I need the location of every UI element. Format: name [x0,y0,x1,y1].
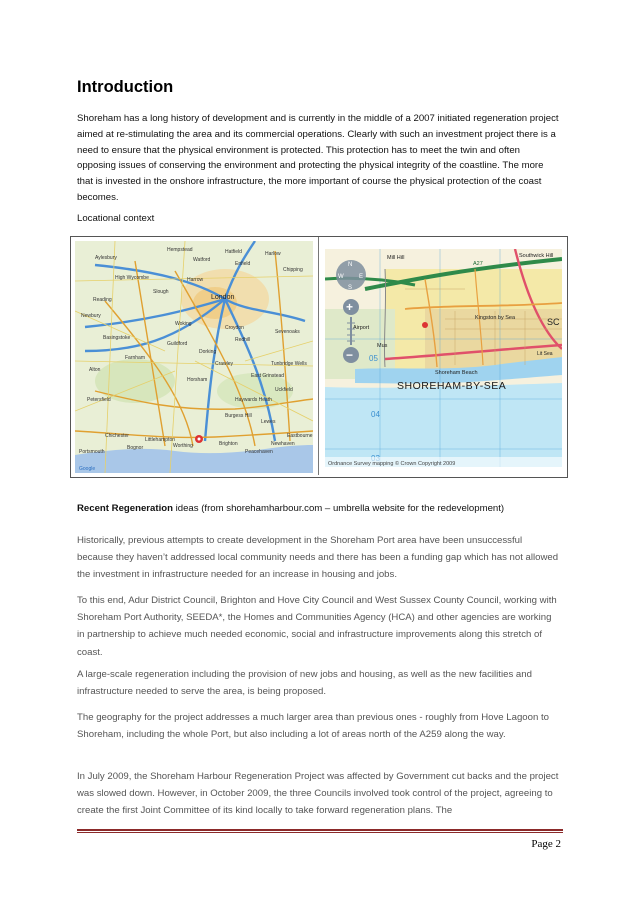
place-label: Shoreham Beach [435,370,478,376]
place-label: Aylesbury [95,255,117,261]
place-label: Worthing [173,443,193,449]
place-label: Bognor [127,445,144,451]
place-label: Farnham [125,355,146,361]
location-marker-icon [422,322,428,328]
place-label: Redhill [235,337,251,343]
place-label: Dorking [199,349,217,355]
compass-e[interactable]: E [359,274,364,280]
section-heading: Introduction [77,78,174,96]
place-label: Littlehampton [145,437,176,443]
place-label: Crawley [215,361,234,367]
zoom-in-icon: + [346,300,354,314]
footer-rule-thin [77,832,563,833]
place-label: Hatfield [225,249,242,255]
footer-rule [77,829,563,831]
place-label: Kingston by Sea [475,315,516,321]
place-label: High Wycombe [115,275,149,281]
place-label: Horsham [187,377,208,383]
place-label: Alton [89,367,101,373]
zoom-in-button[interactable] [343,299,359,315]
map-attribution: Ordnance Survey mapping © Crown Copyright 2009 [328,461,456,467]
recent-regeneration-source: ideas (from shorehamharbour.com – umbrella website for the redevelopment) [172,503,505,514]
place-label: Eastbourne [287,433,313,439]
paragraph-july-2009: In July 2009, the Shoreham Harbour Regeneration Project was affected by Government cut backs and the project was slowed down. However, in October 2009, the three Councils involved took control of the project, agreeing to create the first Joint Committee of its kind locally to take forward regeneration plans. The [77,771,559,817]
map-copyright: Google [79,466,96,472]
regional-map-graphic [75,241,313,473]
zoom-out-icon: − [346,348,354,362]
place-label: Newhaven [271,441,295,447]
paragraph-geography: The geography for the project addresses a much larger area than previous ones - roughly from Hove Lagoon to Shoreham, including the whole Port, but also including a lot of areas north of the A259 along the way. [77,712,549,741]
place-label: Reading [93,297,112,303]
place-label: London [211,294,235,301]
place-label: A27 [473,261,483,267]
paragraph-history: Historically, previous attempts to create development in the Shoreham Port area have been unsuccessful because they haven’t addressed local community needs and there has been a funding gap which has not allowed the investment in infrastructure needed for an increase in housing and jobs. [77,535,559,581]
place-label: Croydon [225,325,244,331]
grid-label: 04 [371,410,380,419]
place-label: Harrow [187,277,204,283]
place-label: Sevenoaks [275,329,300,335]
place-label: Airport [353,325,370,331]
place-label: Brighton [219,441,238,447]
locational-context-figure [70,236,568,478]
place-label: Enfield [235,261,251,267]
place-label: Peacehaven [245,449,273,455]
figure-divider [318,237,319,475]
place-label: Portsmouth [79,449,105,455]
place-label: Slough [153,289,169,295]
place-label: Watford [193,257,211,263]
place-label: Lewes [261,419,276,425]
place-label: Basingstoke [103,335,131,341]
place-label: Uckfield [275,387,293,393]
recent-regeneration-bold: Recent Regeneration [77,503,173,514]
place-label: SC [547,317,560,327]
compass-s[interactable]: S [348,285,353,291]
shoreham-map [325,249,562,467]
place-label: Mill Hill [387,255,405,261]
grid-label: 05 [369,354,378,363]
place-label: East Grinstead [251,373,285,379]
place-label: Lit Sea [537,351,553,357]
place-label: Petersfield [87,397,111,403]
place-label: Hempstead [167,247,193,253]
place-label: Chipping [283,267,303,273]
shoreham-map-graphic [325,249,562,467]
place-label: Southwick Hill [519,253,554,259]
paragraph-large-scale: A large-scale regeneration including the provision of new jobs and housing, as well as the new facilities and infrastructure needed to serve the area, is being proposed. [77,669,532,698]
paragraph-partnership: To this end, Adur District Council, Brighton and Hove City Council and West Sussex County Council, working with Shoreham Port Authority, SEEDA*, the Homes and Communities Agency (HCA) and other agencies are working in partnership to achieve much needed economic, social and infrastructure improvements along this stretch of coast. [77,595,557,658]
place-label: Guildford [167,341,188,347]
compass-n[interactable]: N [348,262,353,268]
compass-w[interactable]: W [338,274,344,280]
place-label: Tunbridge Wells [271,361,307,367]
page-number: Page 2 [531,838,561,850]
recent-regeneration-heading [77,503,504,514]
place-label: Newbury [81,313,101,319]
regional-map [75,241,313,473]
locational-context-label: Locational context [77,213,155,224]
place-label: Haywards Heath [235,397,272,403]
intro-paragraph: Shoreham has a long history of development and is currently in the middle of a 2007 initiated regeneration project aimed at re-stimulating the area and its commercial operations. Clearly with such an investment project there is a need to ensure that the physical environment is protected. This protection has to meet the twin and often opposing issues of conserving the environment and protecting the physical integrity of the coastline. The more that is invested in the onshore infrastructure, the more important of course the physical protection of the coast becomes. [77,113,559,203]
place-label: Chichester [105,433,129,439]
location-pin-icon [195,435,203,443]
place-label: Burgess Hill [225,413,252,419]
place-label: Mus [377,343,388,349]
zoom-out-button[interactable] [343,347,359,363]
town-label: SHOREHAM-BY-SEA [397,380,507,392]
place-label: Harlow [265,251,281,257]
place-label: Woking [175,321,192,327]
